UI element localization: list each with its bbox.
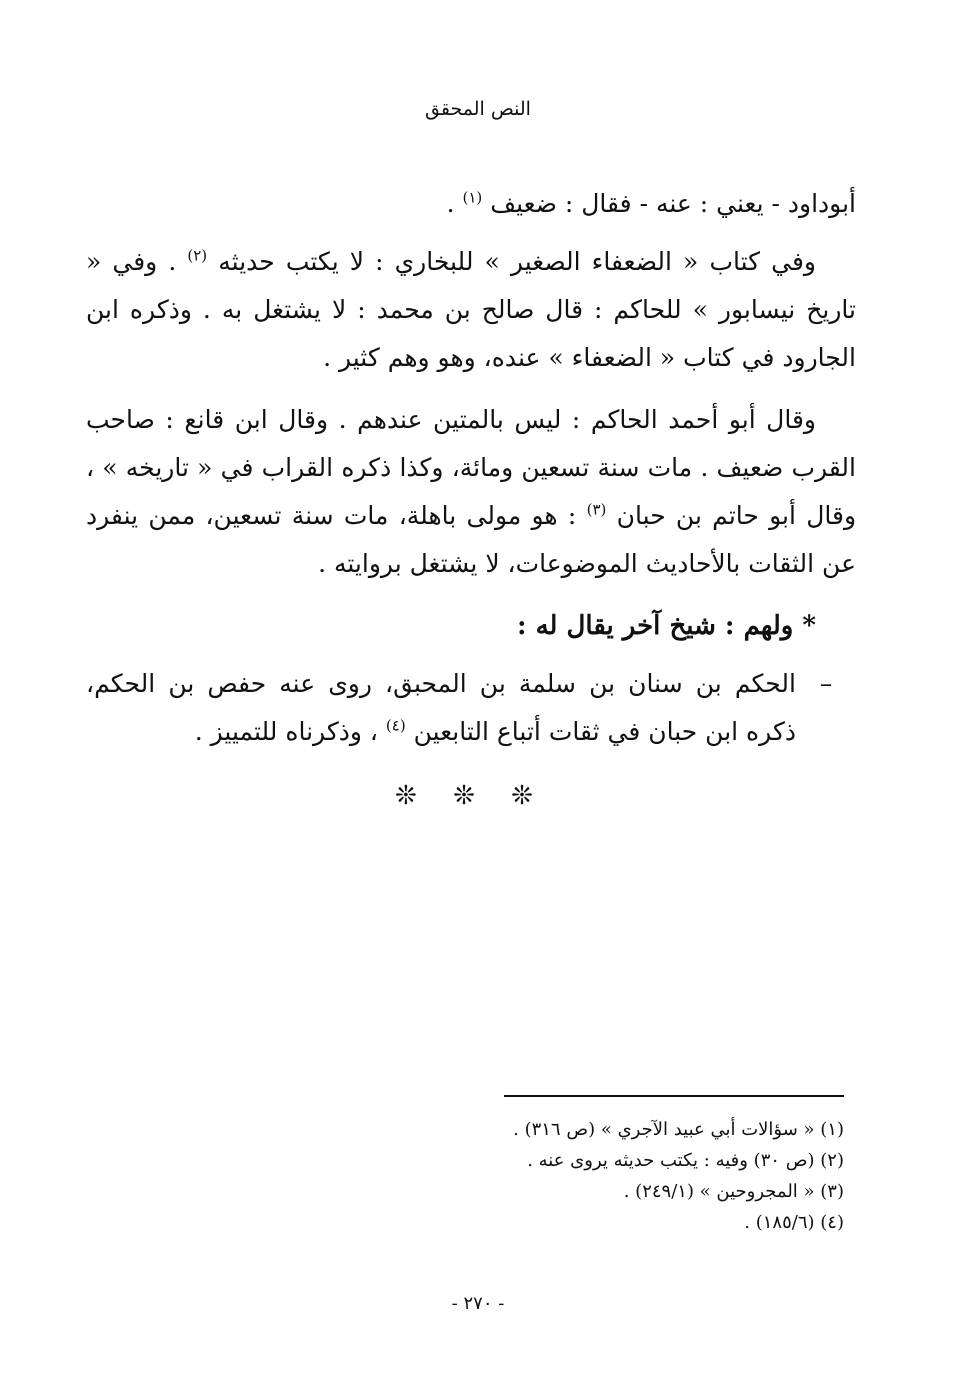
entry-text-main: الحكم بن سنان بن سلمة بن المحبق، روى عنه حفص بن الحكم، ذكره ابن حبان في ثقات أتباع التابعين — [86, 669, 796, 746]
footnote-2: (٢) (ص ٣٠) وفيه : يكتب حديثه يروى عنه . — [527, 1150, 844, 1171]
paragraph-3-text: وقال أبو أحمد الحاكم : ليس بالمتين عندهم . وقال ابن قانع : صاحب القرب ضعيف . مات سنة تسعين ومائة، وكذا ذكره القراب في « تاريخه » ، وقال أبو حاتم بن حبان — [86, 405, 857, 530]
paragraph-2-continuation: . وفي « تاريخ نيسابور » للحاكم : قال صالح بن محمد : لا يشتغل به . وذكره ابن الجارود في كتاب « الضعفاء » عنده، وهو وهم كثير . — [86, 247, 856, 372]
entry-text-end: ، وذكرناه للتمييز . — [194, 717, 378, 746]
running-header: النص المحقق — [425, 98, 531, 120]
footnote-ref-3: (٣) — [586, 500, 607, 519]
footnote-3: (٣) « المجروحين » (٢٤٩/١) . — [623, 1181, 844, 1202]
narrator-entry — [86, 660, 856, 756]
footnote-4: (٤) (١٨٥/٦) . — [744, 1212, 844, 1233]
footnote-ref-1: (١) — [462, 188, 483, 207]
main-text — [86, 180, 856, 820]
footnote-1: (١) « سؤالات أبي عبيد الآجري » (ص ٣١٦) . — [513, 1119, 844, 1140]
footnotes — [344, 1114, 844, 1238]
paragraph-3-continuation: : هو مولى باهلة، مات سنة تسعين، ممن ينفرد عن الثقات بالأحاديث الموضوعات، لا يشتغل بروايته . — [86, 501, 856, 578]
page-number: - ٢٧٠ - — [451, 1293, 505, 1314]
paragraph-3 — [86, 396, 856, 588]
footnote-ref-4: (٤) — [385, 716, 406, 735]
section-heading: * ولهم : شيخ آخر يقال له : — [516, 611, 816, 641]
paragraph-2-text: وفي كتاب « الضعفاء الصغير » للبخاري : لا يكتب حديثه — [218, 247, 816, 276]
footnote-ref-2: (٢) — [187, 246, 208, 265]
entry-text — [86, 660, 796, 756]
section-separator: ❊ ❊ ❊ — [395, 781, 547, 811]
entry-dash: – — [819, 669, 833, 698]
footnote-divider — [504, 1095, 844, 1097]
paragraph-2 — [86, 238, 856, 382]
paragraph-1: أبوداود - يعني : عنه - فقال : ضعيف $^{(١)}$ . — [446, 188, 856, 218]
paragraph-1-text: أبوداود - يعني : عنه - فقال : ضعيف — [490, 189, 856, 218]
